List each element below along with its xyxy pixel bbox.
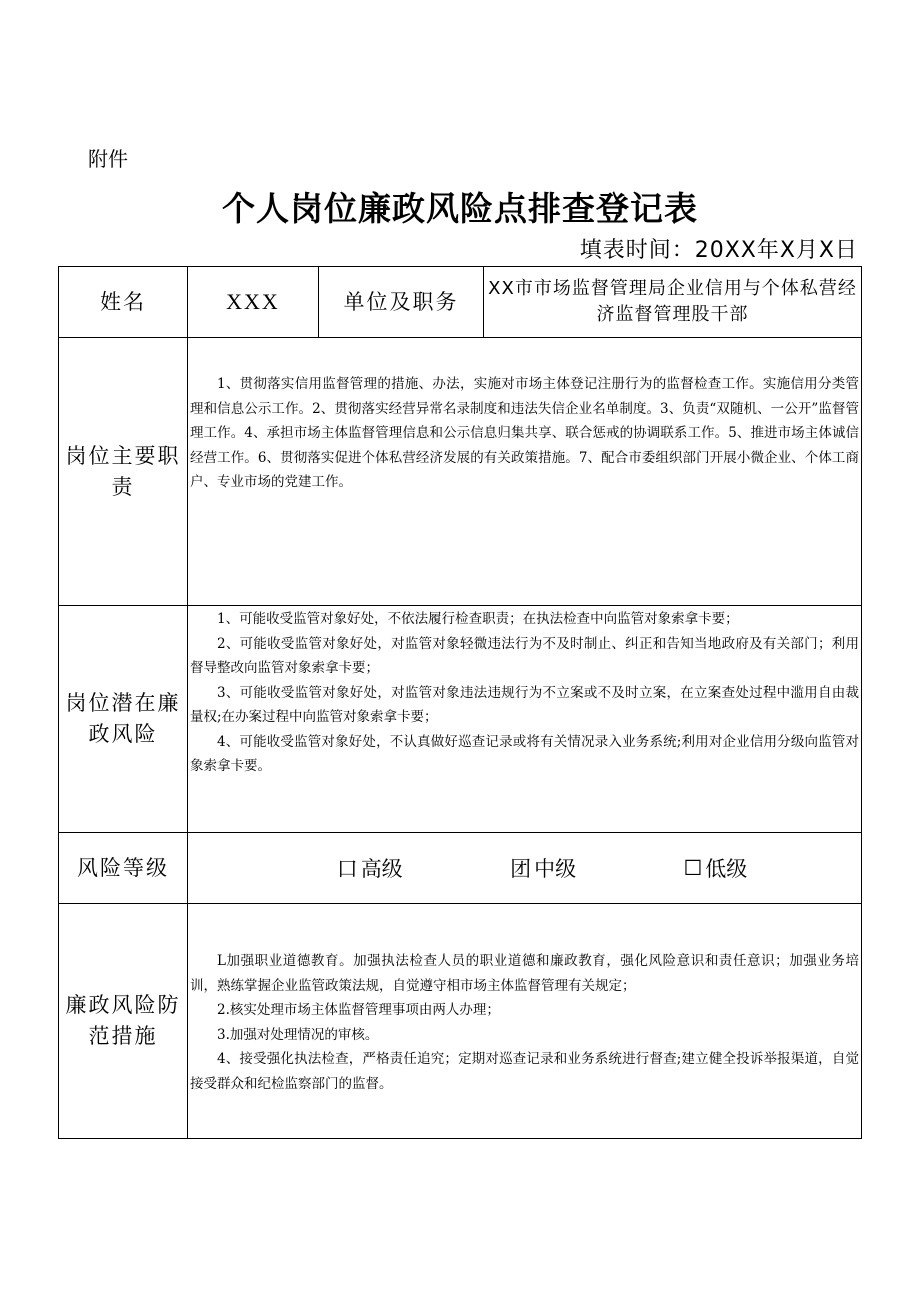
unit-position-value: XX市市场监督管理局企业信用与个体私营经济监督管理股干部 bbox=[484, 267, 862, 338]
duties-content bbox=[188, 338, 862, 606]
measure-item: 2.核实处理市场主体监督管理事项由两人办理； bbox=[217, 1002, 500, 1018]
risk-item: 4、可能收受监管对象好处，不认真做好巡查记录或将有关情况录入业务系统;利用对企业信用分级向监管对象索拿卡要。 bbox=[190, 733, 859, 774]
row-name bbox=[59, 267, 862, 338]
low-checkbox-icon: ☐ bbox=[683, 856, 703, 880]
row-duties bbox=[59, 338, 862, 606]
duties-label: 岗位主要职责 bbox=[59, 338, 188, 606]
risk-level-medium[interactable] bbox=[510, 853, 576, 883]
row-risk-level bbox=[59, 833, 862, 904]
medium-label: 中级 bbox=[534, 857, 577, 881]
risk-registration-form bbox=[58, 266, 862, 1139]
risks-content bbox=[188, 606, 862, 833]
name-value: XXX bbox=[188, 267, 319, 338]
row-risks bbox=[59, 606, 862, 833]
form-title: 个人岗位廉政风险点排查登记表 bbox=[222, 189, 698, 228]
risk-item: 3、可能收受监管对象好处，对监管对象违法违规行为不立案或不及时立案，在立案查处过程中滥用自由裁量权;在办案过程中向监管对象索拿卡要； bbox=[190, 684, 859, 725]
measure-item: L加强职业道德教育。加强执法检查人员的职业道德和廉政教育，强化风险意识和责任意识；加强业务培训，熟练掌握企业监管政策法规，自觉遵守相市场主体监督管理有关规定； bbox=[190, 953, 859, 994]
risk-item: 2、可能收受监管对象好处，对监管对象轻微违法行为不及时制止、纠正和告知当地政府及有关部门；利用督导整改向监管对象索拿卡要； bbox=[190, 635, 859, 676]
attachment-label: 附件 bbox=[88, 147, 128, 171]
medium-checked-icon: 团 bbox=[510, 857, 532, 881]
low-label: 低级 bbox=[705, 857, 748, 881]
risk-level-high[interactable] bbox=[337, 853, 403, 883]
name-label: 姓名 bbox=[59, 267, 188, 338]
fill-date: 填表时间：20XX年X月X日 bbox=[579, 238, 858, 263]
risk-item: 1、可能收受监管对象好处，不依法履行检查职责；在执法检查中向监管对象索拿卡要； bbox=[217, 611, 739, 627]
high-label: 高级 bbox=[360, 857, 403, 881]
measures-label: 廉政风险防范措施 bbox=[59, 904, 188, 1139]
measure-item: 3.加强对处理情况的审核。 bbox=[217, 1026, 379, 1043]
measure-item: 4、接受强化执法检查，严格责任追究；定期对巡查记录和业务系统进行督查;建立健全投诉举报渠道，自觉接受群众和纪检监察部门的监督。 bbox=[190, 1051, 859, 1092]
risks-label: 岗位潜在廉政风险 bbox=[59, 606, 188, 833]
risk-level-label: 风险等级 bbox=[59, 833, 188, 904]
row-measures bbox=[59, 904, 862, 1139]
risk-level-low[interactable] bbox=[683, 853, 747, 883]
duties-text: 1、贯彻落实信用监督管理的措施、办法，实施对市场主体登记注册行为的监督检查工作。实施信用分类管理和信息公示工作。2、贯彻落实经营异常名录制度和违法失信企业名单制度。3、负责“双随机、一公开”监督管理工作。4、承担市场主体监督管理信息和公示信息归集共享、联合惩戒的协调联系工作。5、推进市场主体诚信经营工作。6、贯彻落实促进个体私营经济发展的有关政策措施。7、配合市委组织部门开展小微企业、个体工商户、专业市场的党建工作。 bbox=[190, 376, 859, 490]
high-checkbox-icon: 口 bbox=[336, 857, 358, 881]
unit-position-label: 单位及职务 bbox=[319, 267, 484, 338]
measures-content bbox=[188, 904, 862, 1139]
risk-level-options bbox=[188, 833, 862, 904]
